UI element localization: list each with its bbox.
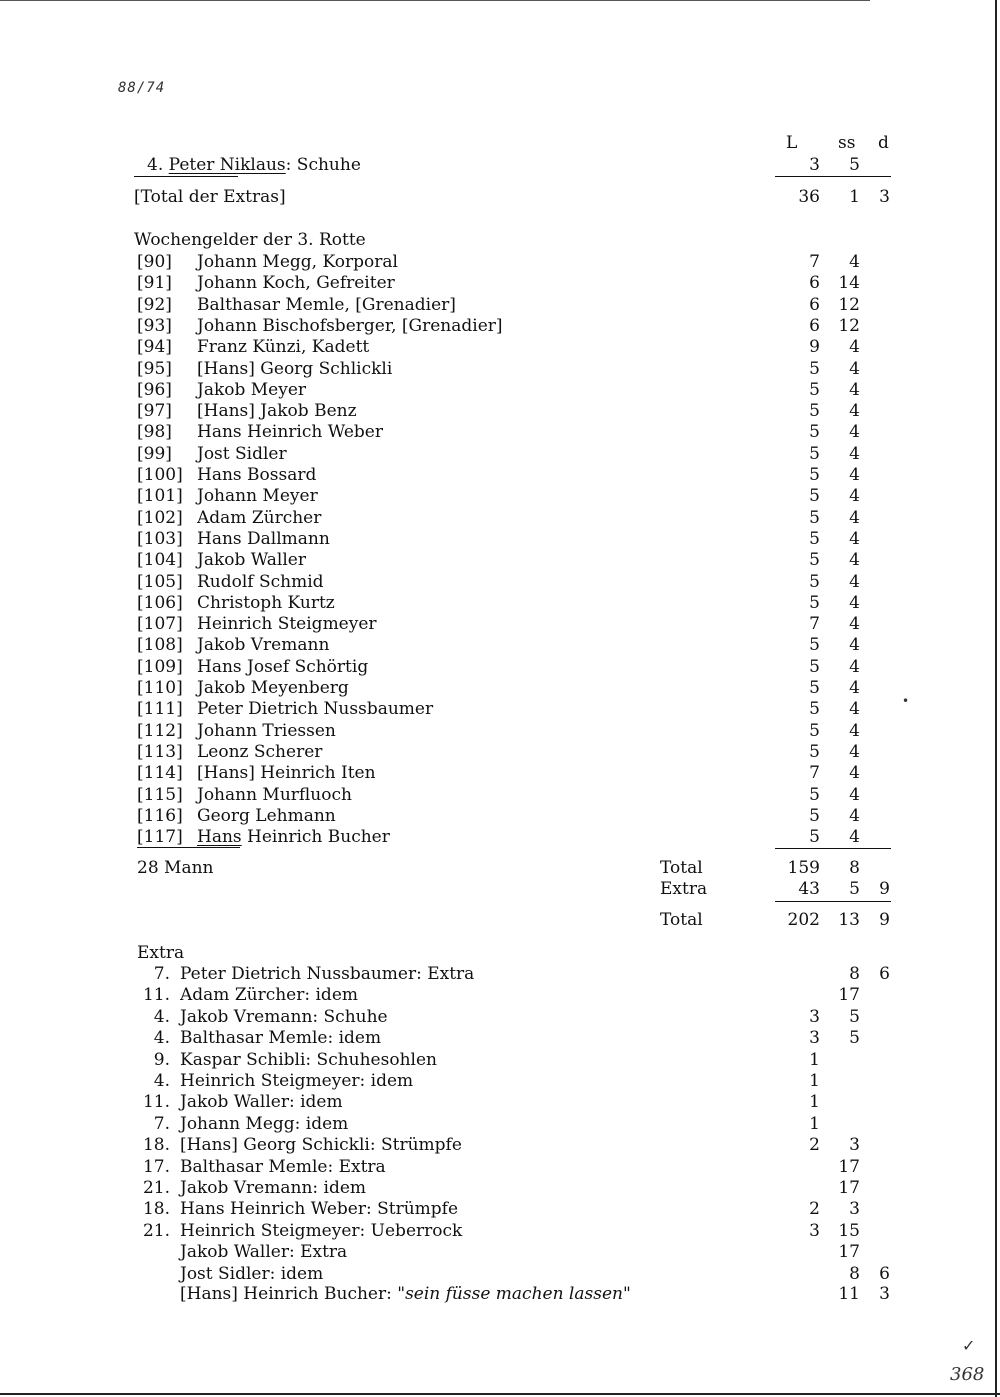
extra-number: 11.: [142, 985, 170, 1006]
roster-name: Heinrich Steigmeyer: [197, 614, 377, 635]
last-extra-text: [Hans] Heinrich Bucher:: [180, 1284, 398, 1304]
roster-id: [115]: [137, 784, 183, 805]
extra-text: Johann Megg: idem: [180, 1113, 349, 1134]
roster-name: Jakob Meyer: [197, 379, 307, 400]
shoe-line-item: : Schuhe: [285, 155, 361, 175]
extra-d: 6: [879, 1263, 890, 1284]
roster-id: [109]: [137, 656, 183, 677]
extra-ss: 5: [849, 1028, 860, 1049]
summary-label: Total: [660, 858, 703, 878]
shoe-line-number: 4.: [147, 155, 164, 175]
roster-l: 5: [809, 486, 820, 507]
roster-name: Johann Meyer: [197, 486, 318, 507]
roster-ss: 4: [849, 805, 860, 826]
extra-d: 6: [879, 964, 890, 984]
extra-title: Extra: [137, 943, 185, 963]
roster-l: 5: [809, 784, 820, 805]
roster-l: 6: [809, 294, 820, 315]
roster-last-id-rule: [137, 847, 240, 848]
extra-text: Jost Sidler: idem: [180, 1263, 324, 1284]
roster-name: Franz Künzi, Kadett: [197, 337, 370, 358]
roster-id: [95]: [137, 358, 172, 379]
roster-id: [111]: [137, 699, 183, 720]
roster-name: Hans Heinrich Weber: [197, 422, 383, 443]
extra-number: 4.: [153, 1028, 170, 1049]
roster-l: 5: [809, 401, 820, 422]
shoe-line-l: 3: [809, 155, 820, 175]
roster-ss: 4: [849, 614, 860, 635]
roster-id: [108]: [137, 635, 183, 656]
extra-text: Jakob Waller: idem: [180, 1092, 343, 1113]
extra-number: 11.: [142, 1092, 170, 1113]
roster-l: 5: [809, 571, 820, 592]
roster-ss: 4: [849, 465, 860, 485]
roster-name-underlined: Hans: [197, 827, 242, 848]
roster-name: Jakob Meyenberg: [197, 678, 349, 698]
roster-name: Johann Murfluoch: [197, 784, 352, 805]
extra-ss: 3: [849, 1135, 860, 1156]
roster-id: [107]: [137, 614, 183, 635]
roster-l: 5: [809, 465, 820, 485]
roster-l: 5: [809, 379, 820, 400]
roster-ss: 12: [838, 315, 860, 336]
summary-l: 43: [798, 879, 820, 899]
roster-id: [106]: [137, 592, 183, 613]
roster-name: [Hans] Jakob Benz: [197, 401, 357, 422]
roster-ss: 4: [849, 401, 860, 422]
roster-name: Christoph Kurtz: [197, 592, 335, 613]
summary-label: Extra: [660, 879, 708, 899]
extra-text: Jakob Vremann: idem: [180, 1178, 367, 1198]
roster-id: [98]: [137, 422, 172, 443]
extra-text: Balthasar Memle: Extra: [180, 1156, 386, 1177]
extra-number: 9.: [153, 1049, 170, 1070]
extra-number: 7.: [153, 1113, 170, 1134]
roster-ss: 4: [849, 486, 860, 507]
roster-id: [113]: [137, 741, 183, 762]
roster-ss: 4: [849, 571, 860, 592]
roster-l: 5: [809, 699, 820, 720]
roster-l: 5: [809, 720, 820, 741]
extra-ss: 3: [849, 1199, 860, 1220]
extra-l: 1: [809, 1071, 820, 1091]
roster-l: 5: [809, 827, 820, 848]
summary-ss: 13: [838, 910, 860, 930]
roster-ss: 12: [838, 294, 860, 315]
column-head-l: L: [786, 133, 798, 153]
roster-name: [Hans] Heinrich Iten: [197, 763, 376, 784]
roster-name-rest: Heinrich Bucher: [241, 827, 390, 848]
roster-ss: 4: [849, 741, 860, 762]
roster-name: Hans Josef Schörtig: [197, 656, 369, 677]
roster-id: [100]: [137, 465, 183, 485]
extra-number: 4.: [153, 1006, 170, 1027]
roster-id: [92]: [137, 294, 172, 315]
extra-text: Adam Zürcher: idem: [180, 985, 358, 1006]
roster-ss: 4: [849, 592, 860, 613]
roster-name: Johann Koch, Gefreiter: [197, 273, 395, 294]
extra-l: 3: [809, 1006, 820, 1027]
roster-l: 5: [809, 741, 820, 762]
extra-number: 7.: [153, 964, 170, 984]
extra-text: Jakob Vremann: Schuhe: [180, 1006, 388, 1027]
roster-l: 5: [809, 528, 820, 549]
extra-ss: 17: [838, 1242, 860, 1263]
roster-ss: 4: [849, 337, 860, 358]
roster-ss: 4: [849, 635, 860, 656]
roster-name: Adam Zürcher: [197, 507, 322, 528]
roster-l: 5: [809, 358, 820, 379]
scan-border-top: [0, 0, 870, 1]
roster-l: 5: [809, 443, 820, 464]
roster-l: 5: [809, 592, 820, 613]
roster-name: Hans Dallmann: [197, 528, 330, 549]
roster-ss: 4: [849, 379, 860, 400]
roster-l: 7: [809, 614, 820, 635]
roster-id: [104]: [137, 550, 183, 571]
roster-l: 5: [809, 656, 820, 677]
extra-ss: 15: [838, 1220, 860, 1241]
roster-id: [93]: [137, 315, 172, 336]
roster-ss: 4: [849, 528, 860, 549]
roster-l: 5: [809, 635, 820, 656]
roster-id: [116]: [137, 805, 183, 826]
roster-l: 9: [809, 337, 820, 358]
roster-name: Johann Triessen: [197, 720, 336, 741]
roster-l: 5: [809, 507, 820, 528]
roster-ss: 4: [849, 358, 860, 379]
extra-ss: 17: [838, 1178, 860, 1198]
extra-text: Jakob Waller: Extra: [180, 1242, 348, 1263]
section-title: Wochengelder der 3. Rotte: [134, 230, 366, 250]
extra-l: 1: [809, 1092, 820, 1113]
extra-text: [Hans] Georg Schickli: Strümpfe: [180, 1135, 462, 1156]
roster-ss: 4: [849, 784, 860, 805]
summary-l: 202: [787, 910, 820, 930]
folio-number: 368: [950, 1364, 985, 1385]
roster-name: Hans Bossard: [197, 465, 317, 485]
roster-l: 5: [809, 805, 820, 826]
extra-number: 21.: [142, 1178, 170, 1198]
roster-sum-rule: [775, 848, 891, 849]
roster-id: [112]: [137, 720, 183, 741]
extra-ss: 8: [849, 1263, 860, 1284]
roster-name: Peter Dietrich Nussbaumer: [197, 699, 434, 720]
roster-l: 7: [809, 763, 820, 784]
roster-ss: 4: [849, 699, 860, 720]
summary-l: 159: [787, 858, 820, 878]
shoe-line: [147, 155, 361, 175]
roster-id: [110]: [137, 678, 183, 698]
extra-l: 3: [809, 1028, 820, 1049]
summary-ss: 5: [849, 879, 860, 899]
extra-number: 18.: [142, 1135, 170, 1156]
roster-id: [90]: [137, 252, 172, 272]
roster-name: Leonz Scherer: [197, 741, 323, 762]
check-mark: ✓: [962, 1336, 976, 1355]
roster-ss: 4: [849, 252, 860, 272]
extra-ss: 5: [849, 1006, 860, 1027]
roster-id: [117]: [137, 827, 183, 848]
roster-l: 5: [809, 678, 820, 698]
roster-name: Georg Lehmann: [197, 805, 336, 826]
scan-border-bottom: [0, 1393, 1000, 1395]
last-extra-ss: 11: [838, 1284, 860, 1304]
roster-id: [102]: [137, 507, 183, 528]
summary-rule: [775, 901, 891, 902]
roster-l: 7: [809, 252, 820, 272]
roster-name: [197, 827, 390, 847]
roster-id: [99]: [137, 443, 172, 464]
extra-text: Heinrich Steigmeyer: idem: [180, 1071, 414, 1091]
total-extras-l: 36: [798, 187, 820, 207]
roster-ss: 4: [849, 720, 860, 741]
column-head-ss: ss: [838, 133, 856, 153]
roster-ss: 4: [849, 827, 860, 848]
total-extras-label: [Total der Extras]: [134, 187, 286, 207]
roster-name: Jakob Waller: [197, 550, 306, 571]
roster-name: Johann Bischofsberger, [Grenadier]: [197, 315, 503, 336]
roster-ss: 14: [838, 273, 860, 294]
shoe-line-name: Peter Niklaus: [168, 155, 286, 175]
roster-name: Rudolf Schmid: [197, 571, 324, 592]
extra-number: 21.: [142, 1220, 170, 1241]
roster-id: [97]: [137, 401, 172, 422]
page-reference: 88/74: [118, 80, 166, 96]
last-extra-d: 3: [879, 1284, 890, 1304]
total-extras-ss: 1: [849, 187, 860, 207]
shoe-line-amount-rule: [775, 176, 891, 177]
extra-l: 2: [809, 1199, 820, 1220]
scan-border-right: [995, 0, 997, 1397]
extra-l: 2: [809, 1135, 820, 1156]
roster-ss: 4: [849, 550, 860, 571]
extra-l: 1: [809, 1113, 820, 1134]
extra-text: Kaspar Schibli: Schuhesohlen: [180, 1049, 437, 1070]
roster-id: [103]: [137, 528, 183, 549]
extra-ss: 8: [849, 964, 860, 984]
summary-d: 9: [879, 879, 890, 899]
summary-d: 9: [879, 910, 890, 930]
roster-l: 6: [809, 273, 820, 294]
roster-name: Johann Megg, Korporal: [197, 252, 398, 272]
roster-id: [105]: [137, 571, 183, 592]
roster-l: 6: [809, 315, 820, 336]
extra-text: Peter Dietrich Nussbaumer: Extra: [180, 964, 475, 984]
margin-dot: •: [902, 694, 910, 708]
roster-ss: 4: [849, 656, 860, 677]
roster-name: [Hans] Georg Schlickli: [197, 358, 393, 379]
roster-id: [101]: [137, 486, 183, 507]
last-extra-quote: "sein füsse machen lassen": [397, 1284, 631, 1304]
roster-id: [94]: [137, 337, 172, 358]
men-count: 28 Mann: [137, 858, 214, 878]
extra-text: Heinrich Steigmeyer: Ueberrock: [180, 1220, 463, 1241]
roster-id: [114]: [137, 763, 183, 784]
extra-number: 17.: [142, 1156, 170, 1177]
extra-number: 18.: [142, 1199, 170, 1220]
extra-ss: 17: [838, 1156, 860, 1177]
roster-ss: 4: [849, 422, 860, 443]
roster-ss: 4: [849, 678, 860, 698]
extra-ss: 17: [838, 985, 860, 1006]
roster-l: 5: [809, 550, 820, 571]
shoe-line-ss: 5: [849, 155, 860, 175]
roster-name: Balthasar Memle, [Grenadier]: [197, 294, 456, 315]
column-head-d: d: [878, 133, 889, 153]
extra-l: 3: [809, 1220, 820, 1241]
extra-l: 1: [809, 1049, 820, 1070]
roster-l: 5: [809, 422, 820, 443]
extra-text: Balthasar Memle: idem: [180, 1028, 382, 1049]
roster-id: [91]: [137, 273, 172, 294]
roster-ss: 4: [849, 443, 860, 464]
roster-ss: 4: [849, 507, 860, 528]
extra-number: 4.: [153, 1071, 170, 1091]
summary-label: Total: [660, 910, 703, 930]
roster-ss: 4: [849, 763, 860, 784]
total-extras-d: 3: [879, 187, 890, 207]
last-extra: [180, 1284, 631, 1304]
shoe-line-rule: [134, 176, 238, 177]
extra-text: Hans Heinrich Weber: Strümpfe: [180, 1199, 459, 1220]
summary-ss: 8: [849, 858, 860, 878]
roster-name: Jakob Vremann: [197, 635, 330, 656]
roster-name: Jost Sidler: [197, 443, 287, 464]
roster-id: [96]: [137, 379, 172, 400]
